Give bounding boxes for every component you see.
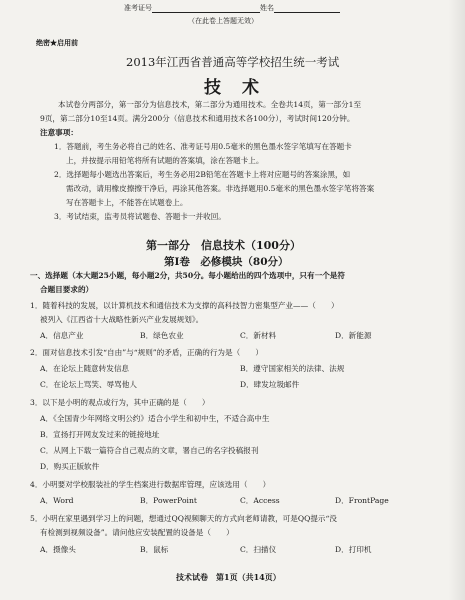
answer-invalid-note: （在此卷上答题无效） xyxy=(188,17,258,25)
question-stem: 被列入《江西省十大战略性新兴产业发展规划》。 xyxy=(40,315,204,324)
page-footer: 技术试卷 第1页（共14页） xyxy=(176,572,281,582)
question-stem: 有检测到视频设备”。请问他应安装配置的设备是（ ） xyxy=(40,528,234,537)
option: D．打印机 xyxy=(335,545,372,554)
name-label: 姓名 xyxy=(260,4,274,12)
exam-number-label: 准考证号 xyxy=(124,4,152,12)
note-line: 写在答题卡上，不能答在试题卷上。 xyxy=(66,198,188,207)
option: D．购买正版软件 xyxy=(40,462,100,471)
name-blank xyxy=(274,3,340,13)
name-field xyxy=(260,3,340,13)
volume-title: 第Ⅰ卷 必修模块（80分） xyxy=(164,256,289,268)
option: D．FrontPage xyxy=(335,496,389,505)
section-title-line: 一、选择题（本大题25小题，每小题2分，共50分。每小题给出的四个选项中，只有一个是符 xyxy=(30,271,345,280)
section-title-line: 合题目要求的） xyxy=(40,285,94,294)
option: B．遵守国家相关的法律、法规 xyxy=(240,364,345,373)
part-title: 第一部分 信息技术（100分） xyxy=(146,239,301,252)
question-stem: 5．小明在家里遇到学习上的问题，想通过QQ视频聊天的方式向老师请教，可是QQ提示“没 xyxy=(30,514,337,523)
intro-line-1: 本试卷分两部分，第一部分为信息技术，第二部分为通用技术。全卷共14页，第一部分1至 xyxy=(58,100,362,109)
option: B．绿色农业 xyxy=(140,331,184,340)
option: D．新能源 xyxy=(335,331,372,340)
option: C．从网上下载一篇符合自己观点的文章，署自己的名字投稿报刊 xyxy=(40,446,259,455)
option: B．鼠标 xyxy=(140,545,169,554)
intro-line-2: 9页，第二部分10至14页。满分200分（信息技术和通用技术各100分），考试时间120分钟。 xyxy=(40,114,355,123)
option: A．摄像头 xyxy=(40,545,76,554)
option: B．宣扬打开网友发过来的链接地址 xyxy=(40,430,160,439)
binding-edge xyxy=(448,0,465,600)
note-line: 2．选择题每小题选出答案后，考生务必用2B铅笔在答题卡上将对应题号的答案涂黑，如 xyxy=(54,170,351,179)
question-stem: 3．以下是小明的观点或行为，其中正确的是（ ） xyxy=(30,398,210,407)
exam-number-field xyxy=(124,3,260,13)
option: D．肆发垃圾邮件 xyxy=(240,380,300,389)
secret-label: 绝密★启用前 xyxy=(36,38,78,47)
option: B．PowerPoint xyxy=(140,496,197,505)
exam-title: 2013年江西省普通高等学校招生统一考试 xyxy=(126,55,340,69)
option: A．《全国青少年网络文明公约》适合小学生和初中生，不适合高中生 xyxy=(40,414,270,423)
note-line: 上，并按提示用铅笔将所有试题的答案填，涂在答题卡上。 xyxy=(66,156,264,165)
option: A．Word xyxy=(40,496,74,505)
note-line: 需改动，请用橡皮擦擦干净后，再涂其他答案。非选择题用0.5毫米的黑色墨水签字笔将答案 xyxy=(66,184,375,193)
exam-number-blank xyxy=(152,3,260,13)
question-stem: 4．小明要对学校服装社的学生档案进行数据库管理，应该选用（ ） xyxy=(30,480,271,489)
question-stem: 2．面对信息技术引发“自由”与“规则”的矛盾，正确的行为是（ ） xyxy=(30,348,263,357)
notes-title: 注意事项： xyxy=(40,128,78,137)
option: C．扫描仪 xyxy=(240,545,277,554)
option: A．信息产业 xyxy=(40,331,84,340)
option: C．在论坛上骂笑、辱骂他人 xyxy=(40,380,137,389)
option: C．Access xyxy=(240,496,280,505)
option: A．在论坛上随意转发信息 xyxy=(40,364,130,373)
note-line: 3．考试结束，监考员将试题卷、答题卡一并收回。 xyxy=(54,212,226,221)
option: C．新材料 xyxy=(240,331,277,340)
subject-title: 技 术 xyxy=(204,78,261,98)
question-stem: 1．随着科技的发展，以计算机技术和通信技术为支撑的高科技智力密集型产业——（ ） xyxy=(30,301,339,310)
note-line: 1．答题前，考生务必将自己的姓名、准考证号用0.5毫米的黑色墨水签字笔填写在答题卡 xyxy=(54,142,352,151)
